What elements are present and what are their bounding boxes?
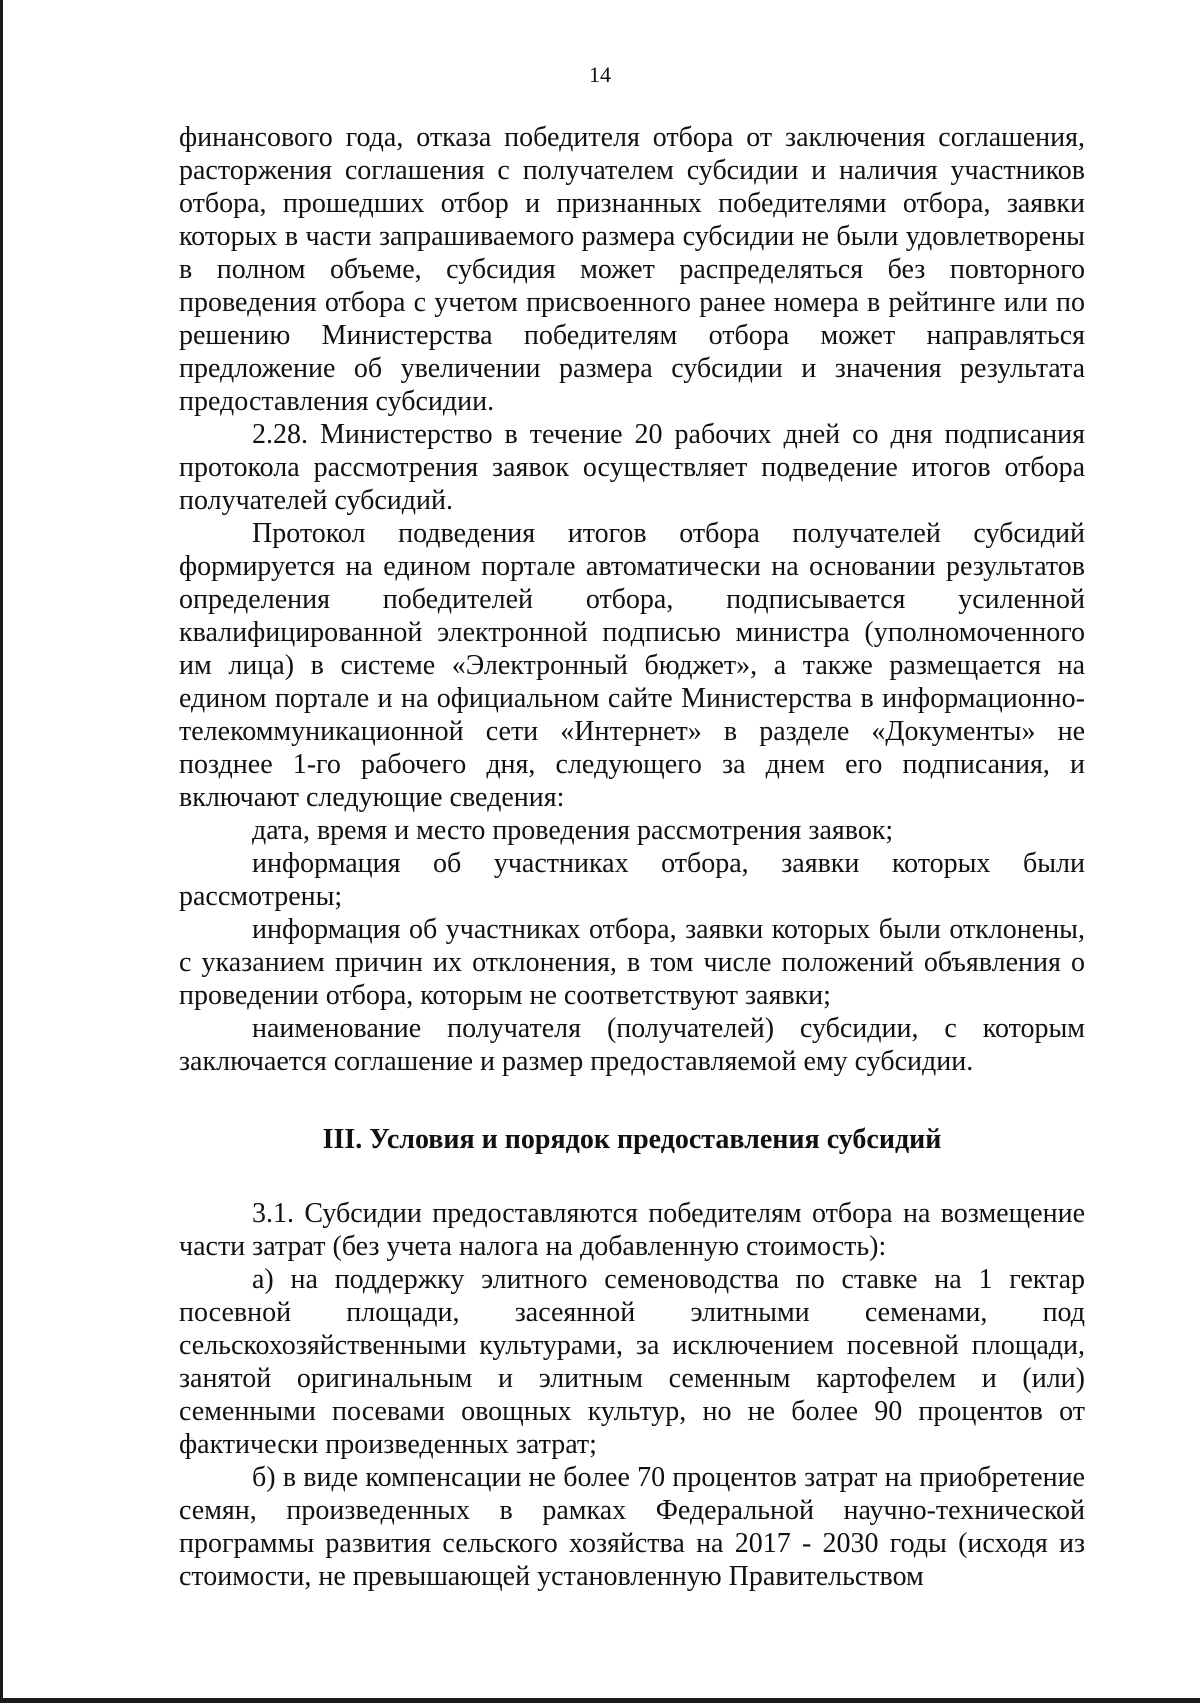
paragraph-3-1: 3.1. Субсидии предоставляются победителям отбора на возмещение части затрат (без учета налога на добавленную стоимость):	[179, 1198, 1085, 1262]
paragraph-2-28: 2.28. Министерство в течение 20 рабочих дней со дня подписания протокола рассмотрения заявок осуществляет подведение итогов отбора получателей субсидий.	[179, 419, 1085, 516]
scan-left-border	[0, 0, 3, 1703]
paragraph-3-1-b: б) в виде компенсации не более 70 процентов затрат на приобретение семян, произведенных в рамках Федеральной научно-технической программы развития сельского хозяйства на 2017 - 2030 годы (исходя из стоимости, не превышающей установленную Правительством	[179, 1462, 1085, 1592]
section-heading: III. Условия и порядок предоставления субсидий	[322, 1124, 942, 1155]
list-item-date: дата, время и место проведения рассмотрения заявок;	[252, 815, 894, 846]
document-body	[179, 121, 1085, 1593]
list-item-reviewed: информация об участниках отбора, заявки которых были рассмотрены;	[179, 848, 1085, 912]
list-item-recipient: наименование получателя (получателей) субсидии, с которым заключается соглашение и размер предоставляемой ему субсидии.	[179, 1013, 1085, 1077]
page-number: 14	[589, 62, 611, 87]
paragraph-3-1-a: а) на поддержку элитного семеноводства по ставке на 1 гектар посевной площади, засеянной элитными семенами, под сельскохозяйственными культурами, за исключением посевной площади, занятой оригинальным и элитным семенным картофелем и (или) семенными посевами овощных культур, но не более 90 процентов от фактически произведенных затрат;	[179, 1264, 1085, 1460]
scan-bottom-border	[0, 1698, 1200, 1703]
paragraph-protocol: Протокол подведения итогов отбора получателей субсидий формируется на едином портале автоматически на основании результатов определения победителей отбора, подписывается усиленной квалифицированной электронной подписью министра (уполномоченного им лица) в системе «Электронный бюджет», а также размещается на едином портале и на официальном сайте Министерства в информационно-телекоммуникационной сети «Интернет» в разделе «Документы» не позднее 1-го рабочего дня, следующего за днем его подписания, и включают следующие сведения:	[179, 518, 1085, 813]
paragraph-continuation: финансового года, отказа победителя отбора от заключения соглашения, расторжения соглашения с получателем субсидии и наличия участников отбора, прошедших отбор и признанных победителями отбора, заявки которых в части запрашиваемого размера субсидии не были удовлетворены в полном объеме, субсидия может распределяться без повторного проведения отбора с учетом присвоенного ранее номера в рейтинге или по решению Министерства победителям отбора может направляться предложение об увеличении размера субсидии и значения результата предоставления субсидии.	[179, 122, 1085, 417]
list-item-rejected: информация об участниках отбора, заявки которых были отклонены, с указанием причин их отклонения, в том числе положений объявления о проведении отбора, которым не соответствуют заявки;	[179, 914, 1085, 1011]
